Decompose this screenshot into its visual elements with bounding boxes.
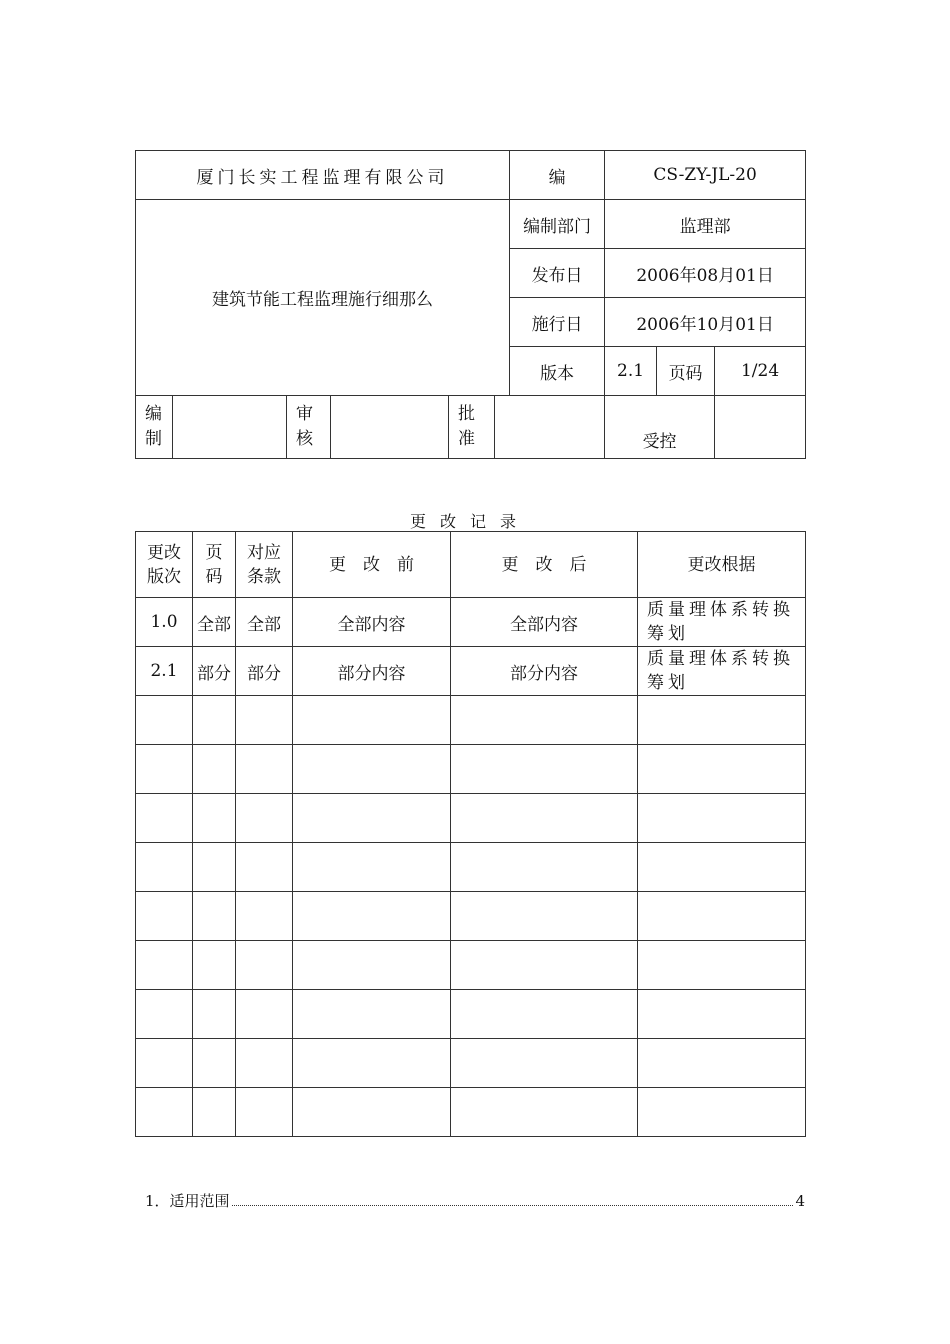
row-basis-line-2: 筹划 xyxy=(647,673,689,693)
empty-cell xyxy=(293,941,451,990)
row-basis-line-1: 质量理体系转换 xyxy=(647,649,794,669)
reviewed-by-field xyxy=(331,396,449,459)
toc-entry-page: 4 xyxy=(795,1192,805,1210)
version-value: 2.1 xyxy=(605,347,657,396)
empty-cell xyxy=(193,745,236,794)
empty-cell xyxy=(293,990,451,1039)
toc-entry-label: 1．适用范围 xyxy=(145,1192,230,1210)
row-version: 1.0 xyxy=(136,598,193,647)
empty-row xyxy=(136,990,806,1039)
effective-date-label: 施行日 xyxy=(510,298,605,347)
row-clause: 部分 xyxy=(236,647,293,696)
empty-cell xyxy=(451,941,638,990)
dept-label: 编制部门 xyxy=(510,200,605,249)
empty-cell xyxy=(193,990,236,1039)
row-before: 部分内容 xyxy=(293,647,451,696)
empty-cell xyxy=(136,843,193,892)
empty-cell xyxy=(638,794,806,843)
row-clause: 全部 xyxy=(236,598,293,647)
approved-by-label xyxy=(449,396,495,459)
effective-date-value: 2006年10月01日 xyxy=(605,298,806,347)
empty-cell xyxy=(293,696,451,745)
row-after: 全部内容 xyxy=(451,598,638,647)
empty-cell xyxy=(193,843,236,892)
empty-row xyxy=(136,843,806,892)
header-version xyxy=(136,532,193,598)
empty-cell xyxy=(136,696,193,745)
page-label: 页码 xyxy=(657,347,715,396)
empty-cell xyxy=(293,843,451,892)
empty-cell xyxy=(236,990,293,1039)
empty-row xyxy=(136,1088,806,1137)
empty-cell xyxy=(638,990,806,1039)
code-value: CS-ZY-JL-20 xyxy=(605,151,806,200)
row-version: 2.1 xyxy=(136,647,193,696)
header-basis: 更改根据 xyxy=(638,532,806,598)
header-page xyxy=(193,532,236,598)
empty-cell xyxy=(293,794,451,843)
prepared-by-label xyxy=(136,396,173,459)
empty-cell xyxy=(236,745,293,794)
empty-cell xyxy=(193,941,236,990)
empty-cell xyxy=(193,1088,236,1137)
empty-row xyxy=(136,892,806,941)
table-row xyxy=(136,647,806,696)
empty-cell xyxy=(638,892,806,941)
empty-cell xyxy=(193,794,236,843)
empty-cell xyxy=(293,745,451,794)
change-record-header-row xyxy=(136,532,806,598)
empty-cell xyxy=(451,892,638,941)
empty-cell xyxy=(293,1088,451,1137)
document-control-table xyxy=(135,150,806,459)
empty-cell xyxy=(136,892,193,941)
empty-cell xyxy=(451,745,638,794)
approved-by-field xyxy=(495,396,605,459)
document-title: 建筑节能工程监理施行细那么 xyxy=(136,200,510,396)
header-clause-line-2: 条款 xyxy=(247,566,281,587)
empty-row xyxy=(136,745,806,794)
row-basis xyxy=(638,647,806,696)
prepared-by-char-1: 编 xyxy=(145,404,162,424)
empty-cell xyxy=(293,1039,451,1088)
reviewed-by-label xyxy=(287,396,331,459)
reviewed-by-char-1: 审 xyxy=(296,404,313,424)
toc-entry[interactable] xyxy=(145,1190,805,1211)
controlled-field xyxy=(715,396,806,459)
empty-cell xyxy=(293,892,451,941)
header-version-line-1: 更改 xyxy=(147,542,181,563)
empty-row xyxy=(136,1039,806,1088)
empty-cell xyxy=(193,1039,236,1088)
reviewed-by-char-2: 核 xyxy=(296,429,313,449)
empty-cell xyxy=(136,941,193,990)
empty-cell xyxy=(236,1039,293,1088)
change-record-table xyxy=(135,531,806,1137)
row-before: 全部内容 xyxy=(293,598,451,647)
code-label: 编 xyxy=(510,151,605,200)
empty-cell xyxy=(236,794,293,843)
empty-cell xyxy=(638,1039,806,1088)
row-after: 部分内容 xyxy=(451,647,638,696)
empty-cell xyxy=(136,990,193,1039)
empty-cell xyxy=(638,941,806,990)
header-before: 更 改 前 xyxy=(293,532,451,598)
empty-cell xyxy=(136,1088,193,1137)
row-basis-line-2: 筹划 xyxy=(647,624,689,644)
empty-cell xyxy=(193,892,236,941)
dept-value: 监理部 xyxy=(605,200,806,249)
empty-cell xyxy=(451,843,638,892)
empty-cell xyxy=(236,892,293,941)
header-after: 更 改 后 xyxy=(451,532,638,598)
empty-cell xyxy=(638,843,806,892)
row-basis-line-1: 质量理体系转换 xyxy=(647,600,794,620)
empty-cell xyxy=(193,696,236,745)
version-label: 版本 xyxy=(510,347,605,396)
empty-cell xyxy=(451,990,638,1039)
empty-cell xyxy=(638,745,806,794)
empty-row xyxy=(136,696,806,745)
prepared-by-char-2: 制 xyxy=(145,429,162,449)
empty-cell xyxy=(236,696,293,745)
empty-cell xyxy=(136,1039,193,1088)
empty-row xyxy=(136,794,806,843)
controlled-label: 受控 xyxy=(605,396,715,459)
company-name: 厦门长实工程监理有限公司 xyxy=(136,151,510,200)
approved-by-char-2: 准 xyxy=(458,429,475,449)
change-record-title: 更改记录 xyxy=(409,512,530,531)
empty-row xyxy=(136,941,806,990)
empty-cell xyxy=(136,745,193,794)
page-value: 1/24 xyxy=(715,347,806,396)
empty-cell xyxy=(236,843,293,892)
empty-cell xyxy=(451,1039,638,1088)
empty-cell xyxy=(236,1088,293,1137)
approved-by-char-1: 批 xyxy=(458,404,475,424)
empty-cell xyxy=(136,794,193,843)
empty-cell xyxy=(236,941,293,990)
header-clause xyxy=(236,532,293,598)
row-page: 部分 xyxy=(193,647,236,696)
header-page-line-1: 页 xyxy=(205,542,223,563)
toc-leader-dots xyxy=(232,1205,794,1206)
publish-date-label: 发布日 xyxy=(510,249,605,298)
empty-cell xyxy=(638,1088,806,1137)
header-clause-line-1: 对应 xyxy=(247,542,281,563)
header-version-line-2: 版次 xyxy=(147,566,181,587)
table-row xyxy=(136,598,806,647)
row-page: 全部 xyxy=(193,598,236,647)
prepared-by-field xyxy=(173,396,287,459)
empty-cell xyxy=(451,794,638,843)
publish-date-value: 2006年08月01日 xyxy=(605,249,806,298)
header-page-line-2: 码 xyxy=(205,566,223,587)
empty-cell xyxy=(638,696,806,745)
row-basis xyxy=(638,598,806,647)
empty-cell xyxy=(451,696,638,745)
empty-cell xyxy=(451,1088,638,1137)
